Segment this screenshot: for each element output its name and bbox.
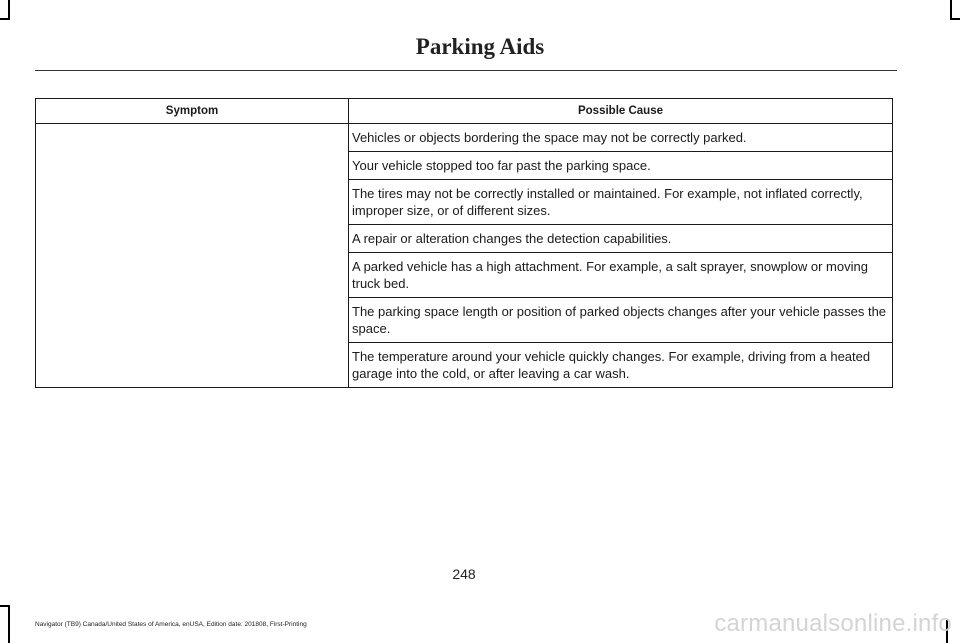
table-header-row: [36, 99, 893, 124]
troubleshooting-table: [35, 98, 893, 388]
possible-cause-cell: Vehicles or objects bordering the space may not be correctly parked.: [349, 124, 893, 152]
possible-cause-cell: The temperature around your vehicle quickly changes. For example, driving from a heated garage into the cold, or after leaving a car wash.: [349, 343, 893, 388]
table-row: [36, 124, 893, 152]
column-header-symptom: Symptom: [36, 99, 349, 124]
title-divider: [35, 70, 897, 71]
crop-mark-top-left-horizontal: [0, 18, 10, 20]
watermark-text: carmanualsonline.info: [714, 610, 952, 637]
symptom-cell: [36, 124, 349, 388]
crop-mark-bottom-left-vertical: [8, 605, 10, 643]
column-header-possible-cause: Possible Cause: [349, 99, 893, 124]
edition-info: Navigator (TB9) Canada/United States of America, enUSA, Edition date: 201808, First-Printing: [35, 621, 307, 628]
crop-mark-bottom-left-horizontal: [0, 605, 10, 607]
page-title: Parking Aids: [415, 34, 545, 59]
possible-cause-cell: The parking space length or position of parked objects changes after your vehicle passes the space.: [349, 298, 893, 343]
crop-mark-top-right-vertical: [950, 0, 952, 20]
page-number: 248: [452, 566, 476, 582]
possible-cause-cell: Your vehicle stopped too far past the parking space.: [349, 152, 893, 180]
possible-cause-cell: The tires may not be correctly installed or maintained. For example, not inflated correctly, improper size, or of different sizes.: [349, 180, 893, 225]
possible-cause-cell: A repair or alteration changes the detection capabilities.: [349, 225, 893, 253]
possible-cause-cell: A parked vehicle has a high attachment. For example, a salt sprayer, snowplow or moving truck bed.: [349, 253, 893, 298]
crop-mark-top-left-vertical: [8, 0, 10, 20]
crop-mark-top-right-horizontal: [950, 18, 960, 20]
